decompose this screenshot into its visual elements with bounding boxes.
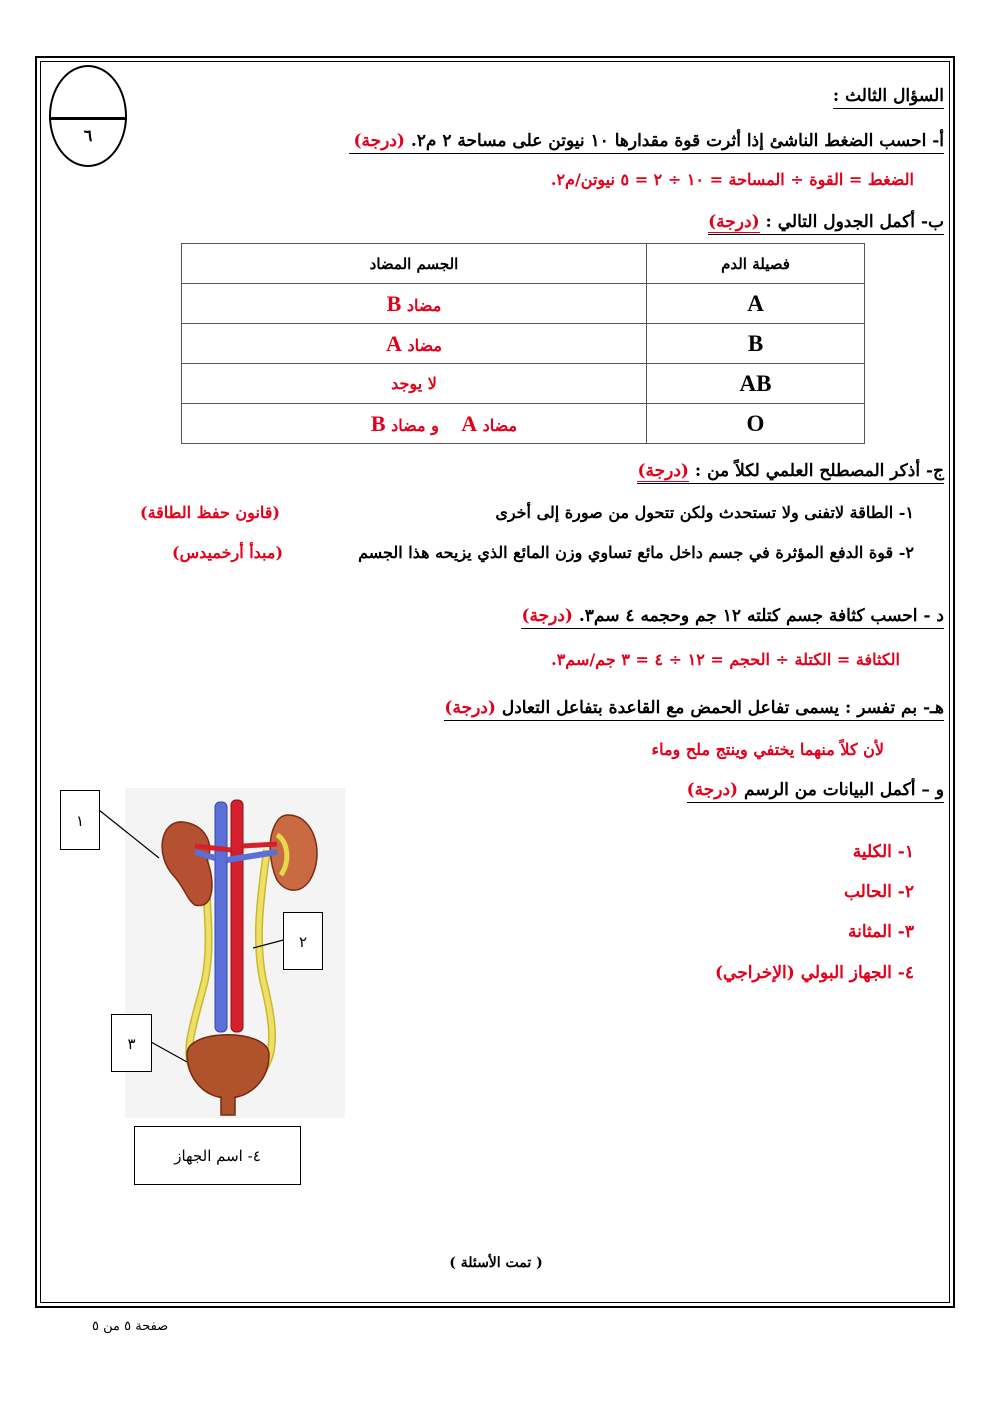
antibody-cell	[182, 284, 647, 324]
part-f-text: و – أكمل البيانات من الرسم	[744, 780, 944, 800]
table-row	[182, 404, 865, 444]
vein	[215, 802, 227, 1032]
part-a-mark: (درجة)	[353, 131, 405, 151]
part-c-question	[637, 461, 944, 481]
part-e-answer: لأن كلاً منهما يختفي وينتج ملح وماء	[651, 740, 884, 759]
diagram-label-1: ١	[60, 790, 100, 850]
question-title	[833, 86, 944, 106]
part-b-text: ب- أكمل الجدول التالي :	[765, 212, 944, 232]
part-f-mark: (درجة)	[686, 780, 739, 800]
score-divider	[49, 117, 127, 120]
part-d-question	[521, 606, 944, 626]
score-circle	[49, 65, 127, 167]
antibody-letter: A	[461, 410, 478, 436]
part-f-answer-2: ٢- الحالب	[843, 882, 914, 902]
antibody-text: لا يوجد	[391, 374, 437, 393]
part-c-item-1: ١- الطاقة لاتفنى ولا تستحدث ولكن تتحول من صورة إلى أخرى	[495, 503, 914, 522]
part-a-answer: الضغط = القوة ÷ المساحة = ١٠ ÷ ٢ = ٥ نيوتن/م٢.	[550, 170, 914, 189]
table-row	[182, 324, 865, 364]
part-f-answer-1: ١- الكلية	[852, 842, 914, 862]
urethra	[221, 1096, 235, 1115]
blood-group-cell: O	[647, 404, 865, 444]
diagram-label-4: ٤- اسم الجهاز	[134, 1126, 301, 1185]
table-row	[182, 364, 865, 404]
score-total: ٦	[83, 126, 93, 145]
end-note: ( تمت الأسئلة )	[449, 1255, 543, 1271]
antibody-letter: A	[386, 330, 402, 356]
antibody-text: مضاد	[407, 335, 442, 355]
question-title-text: السؤال الثالث :	[833, 86, 944, 109]
diagram-label-3: ٣	[111, 1014, 152, 1072]
part-f-answer-3: ٣- المثانة	[847, 922, 914, 942]
table-header-group: فصيلة الدم	[647, 244, 865, 284]
table-header-antibody: الجسم المضاد	[182, 244, 647, 284]
part-c-answer-2: (مبدأ أرخميدس)	[172, 543, 284, 562]
part-c-mark: (درجة)	[637, 461, 689, 481]
page-number: صفحة ٥ من ٥	[92, 1319, 169, 1334]
antibody-extra-text: و مضاد	[391, 415, 439, 435]
part-c-answer-1: (قانون حفظ الطاقة)	[140, 503, 280, 522]
table-row	[182, 284, 865, 324]
blood-group-cell: B	[647, 324, 865, 364]
antibody-cell	[182, 364, 647, 404]
part-e-mark: (درجة)	[444, 698, 496, 718]
antibody-extra-letter: B	[370, 410, 386, 436]
part-e-question	[444, 698, 944, 718]
part-d-mark: (درجة)	[521, 606, 573, 626]
blood-group-cell: AB	[647, 364, 865, 404]
part-d-answer: الكثافة = الكتلة ÷ الحجم = ١٢ ÷ ٤ = ٣ جم/سم٣.	[551, 650, 900, 669]
table-header-row	[182, 244, 865, 284]
part-e-text: هـ- بم تفسر : يسمى تفاعل الحمض مع القاعدة بتفاعل التعادل	[501, 698, 944, 718]
blood-group-cell: A	[647, 284, 865, 324]
part-d-text: د - احسب كثافة جسم كتلته ١٢ جم وحجمه ٤ سم٣.	[578, 606, 944, 626]
part-f-question	[687, 780, 944, 800]
antibody-text: مضاد	[406, 295, 442, 315]
part-a-question	[349, 131, 944, 151]
blood-group-table	[181, 243, 865, 444]
diagram-label-2: ٢	[283, 912, 323, 970]
part-b-question	[708, 212, 944, 232]
part-a-text: أ- احسب الضغط الناشئ إذا أثرت قوة مقدارها ١٠ نيوتن على مساحة ٢ م٢.	[410, 131, 944, 151]
part-c-text: ج- أذكر المصطلح العلمي لكلاً من :	[694, 461, 944, 481]
part-b-mark: (درجة)	[708, 212, 760, 232]
antibody-cell	[182, 404, 647, 444]
artery	[231, 800, 243, 1032]
antibody-text: مضاد	[482, 415, 518, 435]
antibody-letter: B	[386, 290, 402, 316]
part-f-answer-4: ٤- الجهاز البولي (الإخراجي)	[714, 963, 914, 983]
antibody-cell	[182, 324, 647, 364]
part-c-item-2: ٢- قوة الدفع المؤثرة في جسم داخل مائع تساوي وزن المائع الذي يزيحه هذا الجسم	[358, 543, 914, 562]
